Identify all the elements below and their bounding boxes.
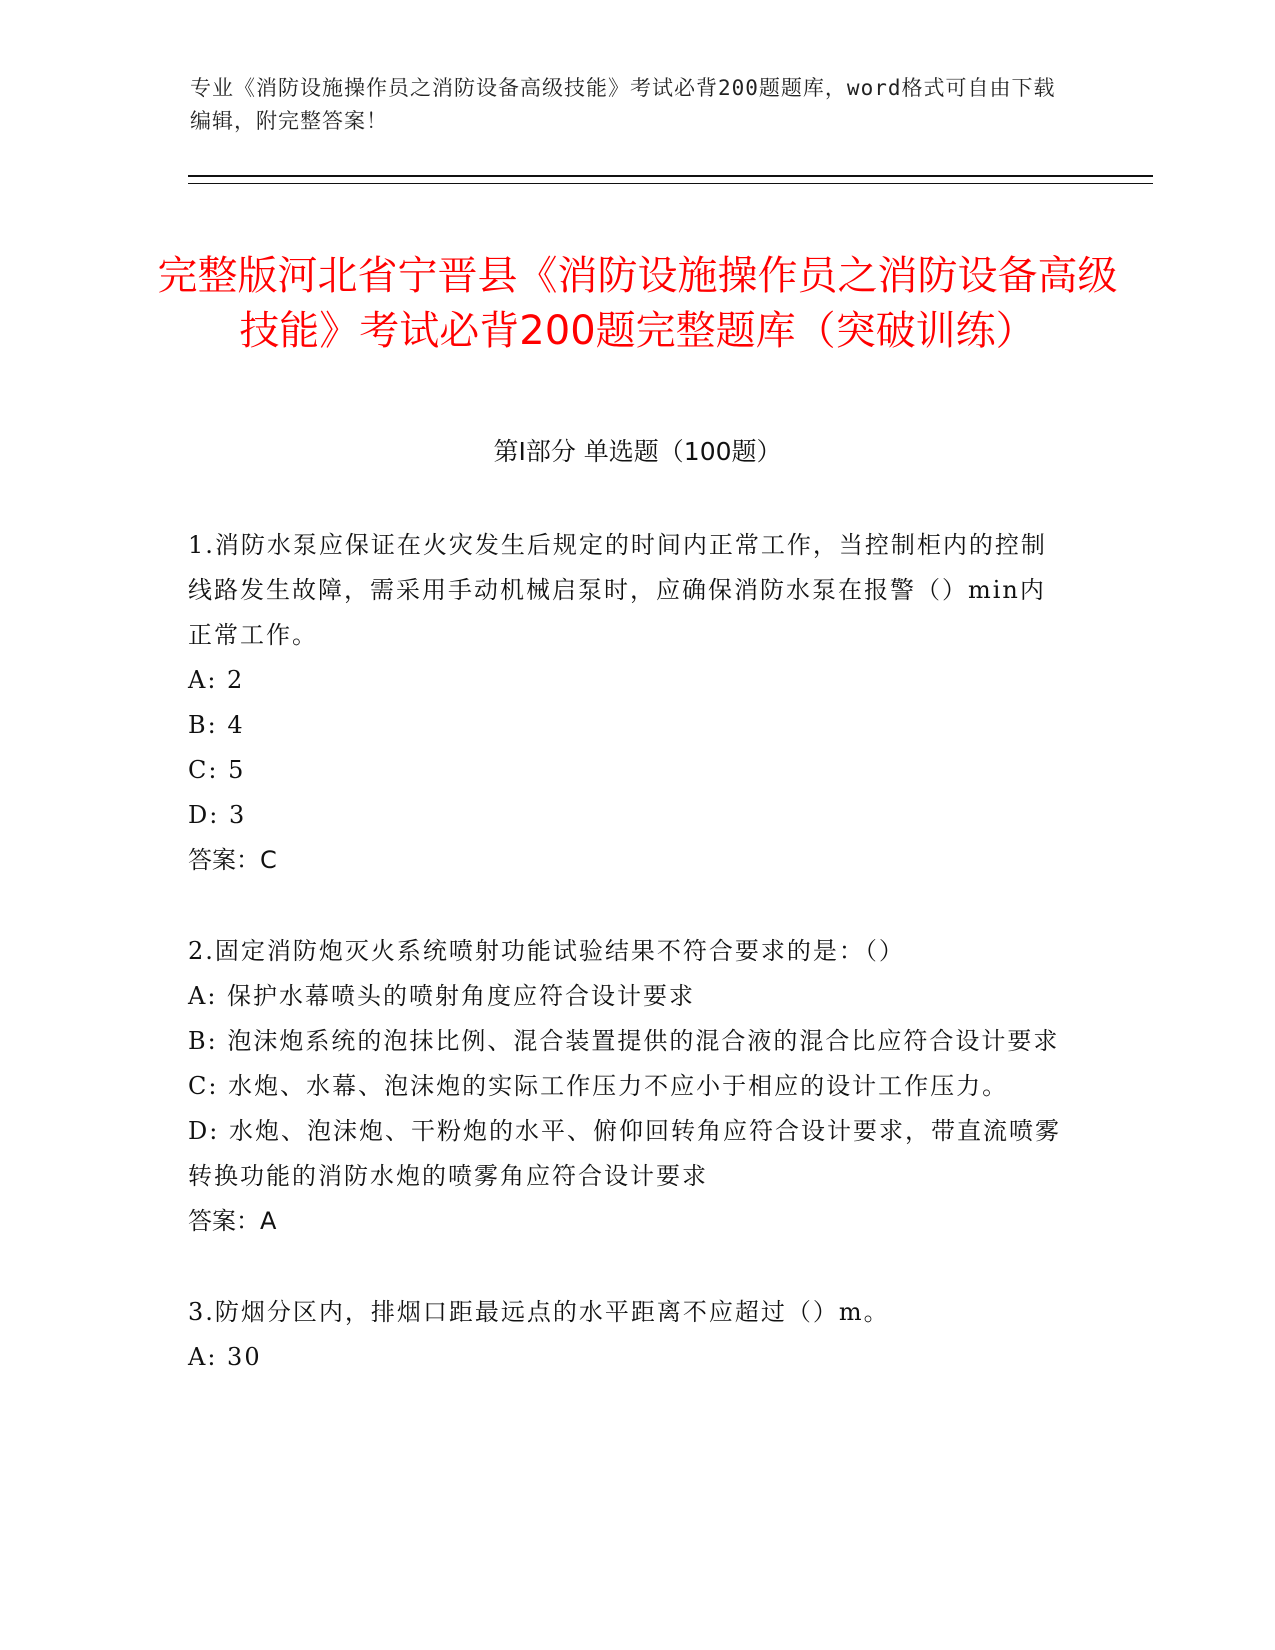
question-stem: 3.防烟分区内，排烟口距最远点的水平距离不应超过（）m。: [188, 1298, 890, 1326]
option-a: A: 保护水幕喷头的喷射角度应符合设计要求: [188, 982, 696, 1010]
option-a: A: 30: [188, 1343, 262, 1371]
header-rule-thick: [188, 175, 1153, 177]
option-c: C: 水炮、水幕、泡沫炮的实际工作压力不应小于相应的设计工作压力。: [188, 1072, 1009, 1100]
option-d: D: 水炮、泡沫炮、干粉炮的水平、俯仰回转角应符合设计要求，带直流喷雾转换功能的消防水炮的喷雾角应符合设计要求: [188, 1117, 1061, 1190]
option-a: A: 2: [188, 666, 245, 694]
option-b: B: 泡沫炮系统的泡抹比例、混合装置提供的混合液的混合比应符合设计要求: [188, 1027, 1060, 1055]
section-title: 第I部分 单选题（100题）: [493, 437, 782, 466]
question-2: [188, 929, 1068, 1244]
document-title: 完整版河北省宁晋县《消防设施操作员之消防设备高级技能》考试必背200题完整题库（突破训练）: [157, 252, 1118, 354]
question-stem: 1.消防水泵应保证在火灾发生后规定的时间内正常工作，当控制柜内的控制线路发生故障，需采用手动机械启泵时，应确保消防水泵在报警（）min内正常工作。: [188, 531, 1047, 649]
answer-line: 答案：A: [188, 1207, 277, 1235]
header-note: 专业《消防设施操作员之消防设备高级技能》考试必背200题题库，word格式可自由下载编辑，附完整答案！: [190, 76, 1056, 133]
header-rule-thin: [188, 183, 1153, 184]
option-c: C: 5: [188, 756, 246, 784]
question-list: [188, 523, 1068, 1426]
answer-line: 答案：C: [188, 846, 277, 874]
question-1: [188, 523, 1068, 883]
option-d: D: 3: [188, 801, 247, 829]
question-stem: 2.固定消防炮灭火系统喷射功能试验结果不符合要求的是：（）: [188, 937, 905, 965]
question-3: [188, 1290, 1068, 1380]
option-b: B: 4: [188, 711, 245, 739]
